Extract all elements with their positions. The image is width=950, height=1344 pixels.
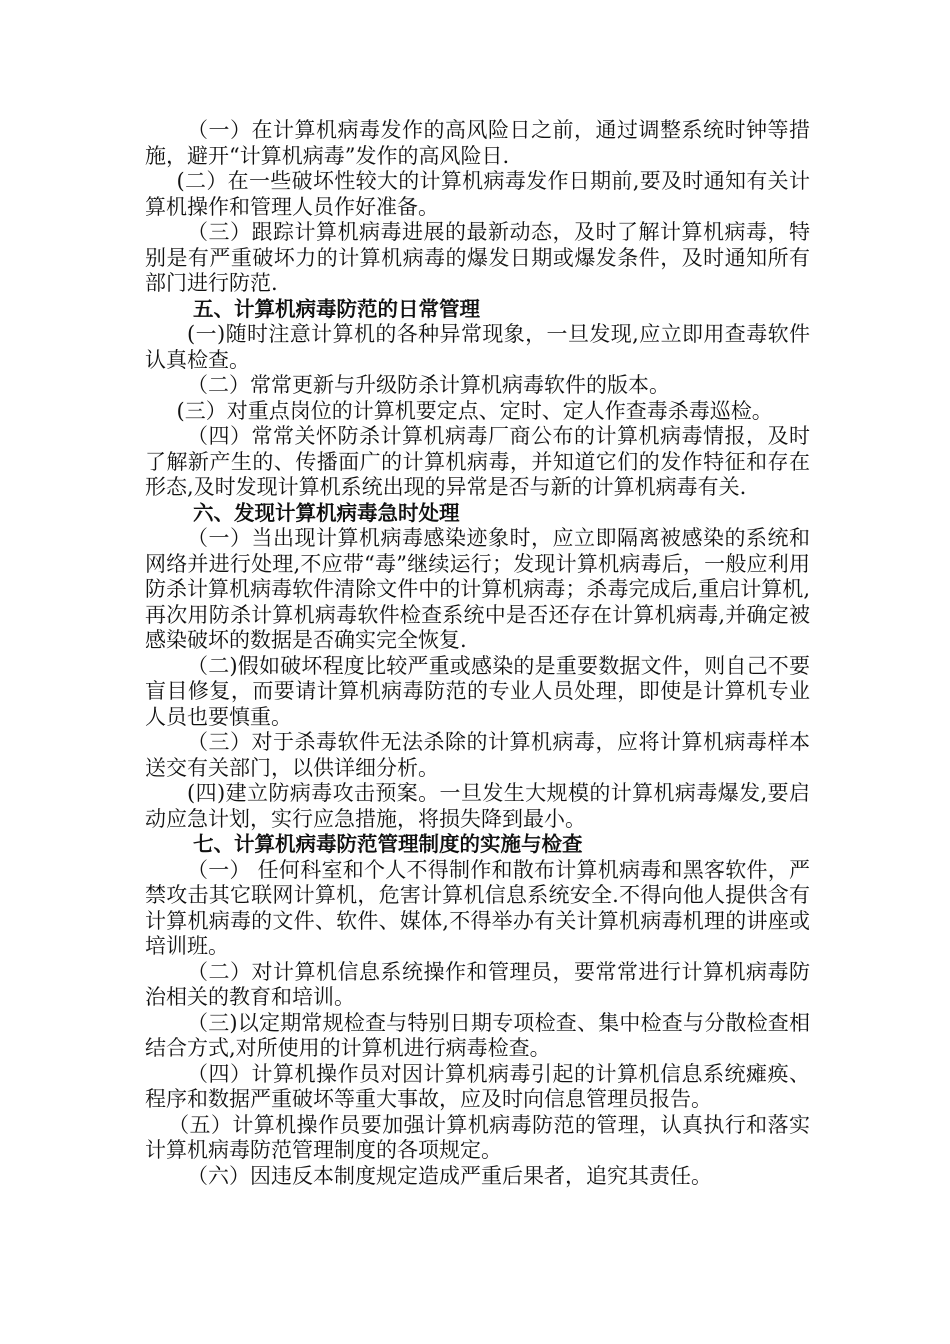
paragraph: （二）对计算机信息系统操作和管理员，要常常进行计算机病毒防治相关的教育和培训。 bbox=[145, 959, 810, 1009]
paragraph: （六）因违反本制度规定造成严重后果者，追究其责任。 bbox=[187, 1163, 712, 1188]
paragraph: （四）常常关怀防杀计算机病毒厂商公布的计算机病毒情报，及时了解新产生的、传播面广的计算机病毒，并知道它们的发作特征和存在形态,及时发现计算机系统出现的异常是否与新的计算机病毒有关. bbox=[145, 424, 810, 499]
section-heading-7: 七、计算机病毒防范管理制度的实施与检查 bbox=[193, 832, 583, 856]
paragraph: （四）计算机操作员对因计算机病毒引起的计算机信息系统瘫痪、程序和数据严重破坏等重大事故，应及时向信息管理员报告。 bbox=[145, 1061, 810, 1111]
paragraph: （二）常常更新与升级防杀计算机病毒软件的版本。 bbox=[187, 373, 670, 397]
section-heading-5: 五、计算机病毒防范的日常管理 bbox=[193, 296, 480, 321]
paragraph: （二)假如破坏程度比较严重或感染的是重要数据文件，则自己不要盲目修复，而要请计算机病毒防范的专业人员处理，即使是计算机专业人员也要慎重。 bbox=[145, 653, 810, 729]
paragraph: （一）当出现计算机病毒感染迹象时，应立即隔离被感染的系统和网络并进行处理,不应带“毒”继续运行；发现计算机病毒后，一般应利用防杀计算机病毒软件清除文件中的计算机病毒；杀毒完成后,重启计算机,再次用防杀计算机病毒软件检查系统中是否还存在计算机病毒,并确定被感染破坏的数据是否确实完全恢复. bbox=[145, 526, 810, 652]
document-page bbox=[145, 118, 810, 1189]
paragraph: （一） 任何科室和个人不得制作和散布计算机病毒和黑客软件，严禁攻击其它联网计算机，危害计算机信息系统安全.不得向他人提供含有计算机病毒的文件、软件、媒体,不得举办有关计算机病毒机理的讲座或培训班。 bbox=[145, 857, 810, 958]
paragraph: （三）对于杀毒软件无法杀除的计算机病毒，应将计算机病毒样本送交有关部门，以供详细分析。 bbox=[145, 730, 810, 780]
paragraph: (三）对重点岗位的计算机要定点、定时、定人作查毒杀毒巡检。 bbox=[176, 398, 773, 423]
paragraph: (二）在一些破坏性较大的计算机病毒发作日期前,要及时通知有关计算机操作和管理人员作好准备。 bbox=[145, 169, 810, 219]
paragraph: （五）计算机操作员要加强计算机病毒防范的管理，认真执行和落实计算机病毒防范管理制度的各项规定。 bbox=[145, 1112, 810, 1162]
paragraph: (四)建立防病毒攻击预案。一旦发生大规模的计算机病毒爆发,要启动应急计划，实行应急措施，将损失降到最小。 bbox=[145, 781, 810, 831]
paragraph: （一）在计算机病毒发作的高风险日之前，通过调整系统时钟等措施，避开“计算机病毒”发作的高风险日. bbox=[145, 118, 810, 168]
paragraph: （三)以定期常规检查与特别日期专项检查、集中检查与分散检查相结合方式,对所使用的计算机进行病毒检查。 bbox=[145, 1010, 810, 1060]
paragraph: （三）跟踪计算机病毒进展的最新动态，及时了解计算机病毒，特别是有严重破坏力的计算机病毒的爆发日期或爆发条件，及时通知所有部门进行防范. bbox=[145, 220, 810, 295]
paragraph: (一)随时注意计算机的各种异常现象，一旦发现,应立即用查毒软件认真检查。 bbox=[145, 322, 810, 372]
section-heading-6: 六、发现计算机病毒急时处理 bbox=[193, 500, 460, 525]
